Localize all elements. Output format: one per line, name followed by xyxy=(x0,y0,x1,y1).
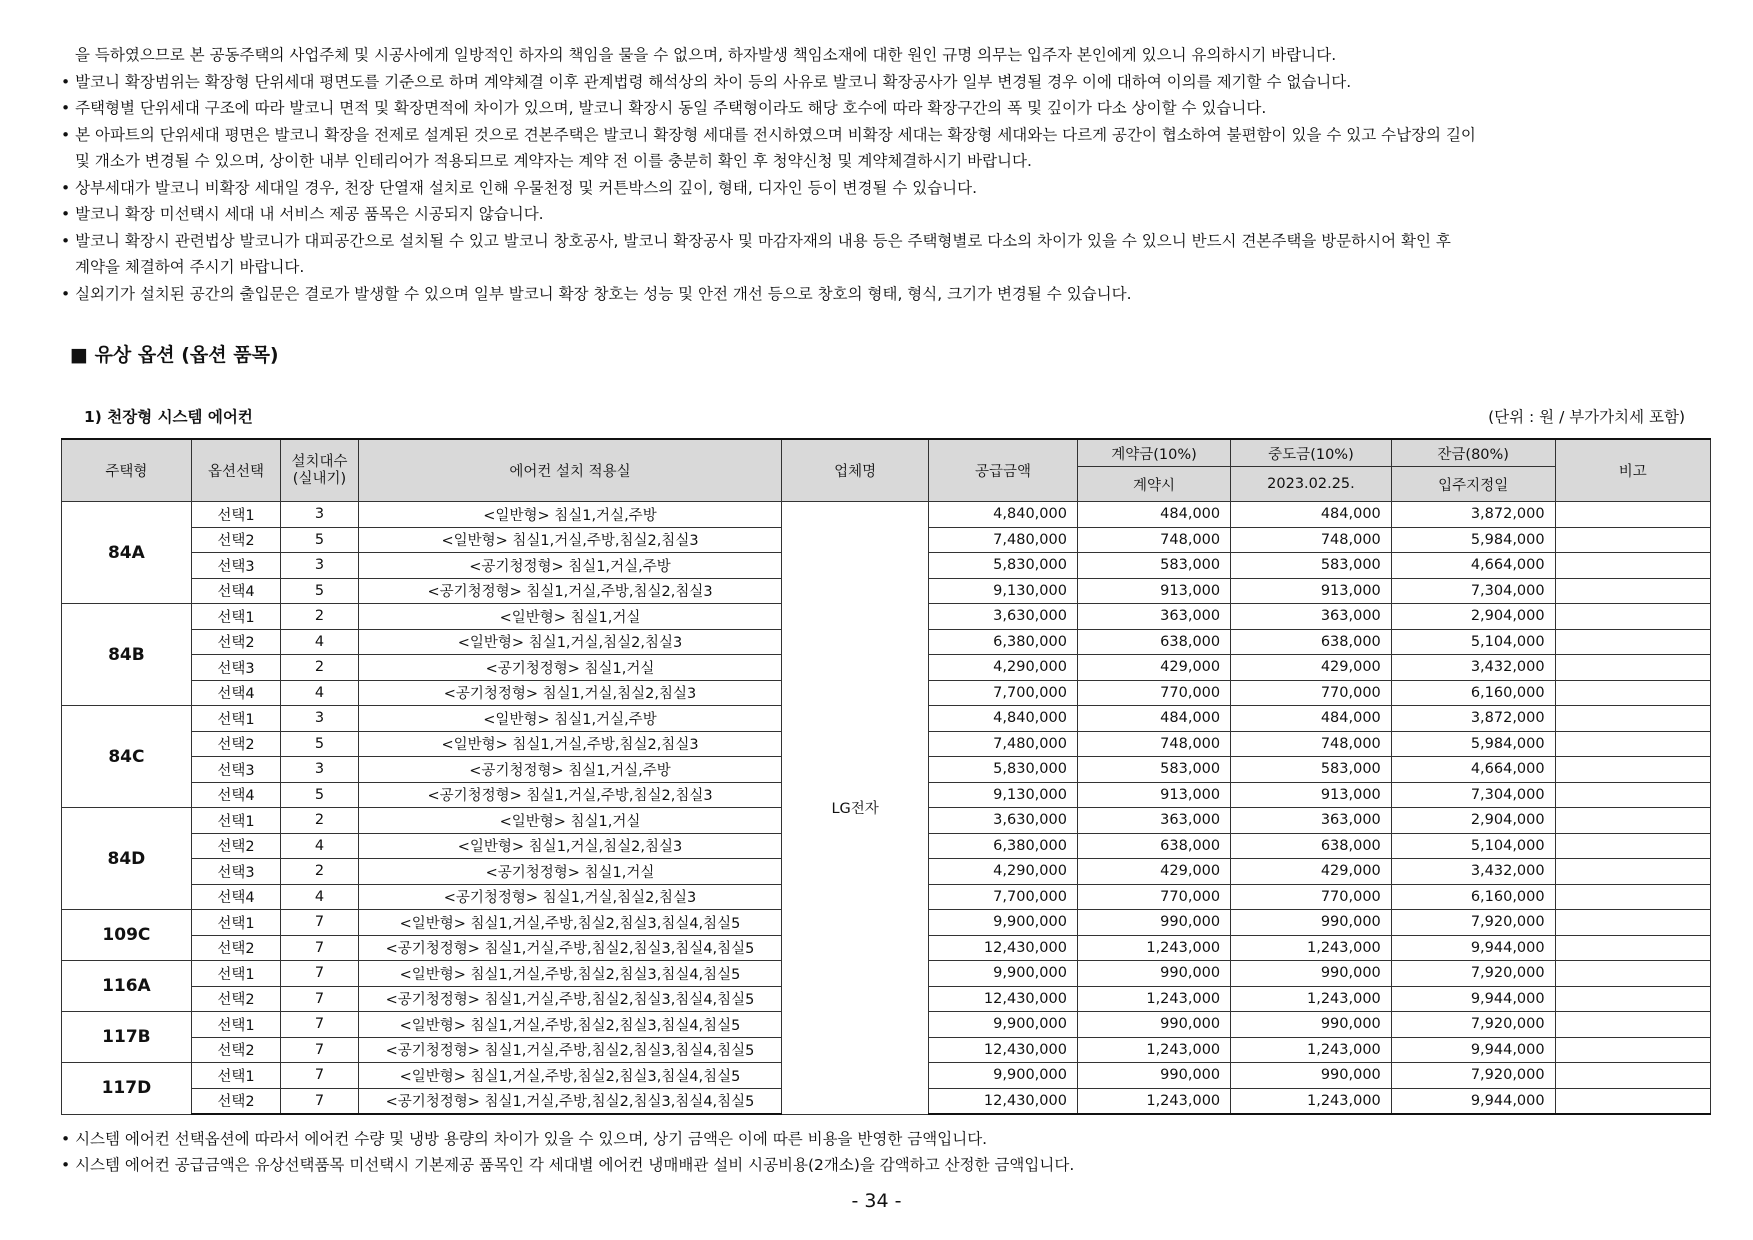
middle-cell: 638,000 xyxy=(1231,833,1392,859)
units-cell: 4 xyxy=(281,680,359,706)
middle-cell: 770,000 xyxy=(1231,884,1392,910)
middle-cell: 770,000 xyxy=(1231,680,1392,706)
rooms-cell: <일반형> 침실1,거실,주방,침실2,침실3 xyxy=(358,527,781,553)
balance-cell: 7,920,000 xyxy=(1391,1012,1555,1038)
note-line: 계약을 체결하여 주시기 바랍니다. xyxy=(75,258,305,276)
supply-cell: 4,840,000 xyxy=(929,502,1078,528)
option-cell: 선택1 xyxy=(191,706,280,732)
table-caption: 1) 천장형 시스템 에어컨 xyxy=(84,408,253,426)
supply-cell: 7,480,000 xyxy=(929,731,1078,757)
remarks-cell xyxy=(1555,808,1710,834)
remarks-cell xyxy=(1555,527,1710,553)
balance-cell: 4,664,000 xyxy=(1391,757,1555,783)
option-cell: 선택2 xyxy=(191,1037,280,1063)
middle-cell: 1,243,000 xyxy=(1231,1088,1392,1114)
units-cell: 4 xyxy=(281,629,359,655)
remarks-cell xyxy=(1555,910,1710,936)
note-line: • 발코니 확장 미선택시 세대 내 서비스 제공 품목은 시공되지 않습니다. xyxy=(61,201,1711,228)
remarks-cell xyxy=(1555,680,1710,706)
balance-cell: 2,904,000 xyxy=(1391,604,1555,630)
header-units xyxy=(281,439,359,502)
rooms-cell: <공기청정형> 침실1,거실,주방,침실2,침실3 xyxy=(358,578,781,604)
balance-cell: 5,104,000 xyxy=(1391,833,1555,859)
header-rooms: 에어컨 설치 적용실 xyxy=(358,439,781,502)
units-cell: 2 xyxy=(281,859,359,885)
middle-cell: 429,000 xyxy=(1231,655,1392,681)
contract-cell: 583,000 xyxy=(1077,757,1230,783)
balance-cell: 2,904,000 xyxy=(1391,808,1555,834)
header-option: 옵션선택 xyxy=(191,439,280,502)
note-line: 및 개소가 변경될 수 있으며, 상이한 내부 인테리어가 적용되므로 계약자는 계약 전 이를 충분히 확인 후 청약신청 및 계약체결하시기 바랍니다. xyxy=(75,152,1032,170)
supply-cell: 4,290,000 xyxy=(929,655,1078,681)
contract-cell: 913,000 xyxy=(1077,782,1230,808)
remarks-cell xyxy=(1555,731,1710,757)
units-cell: 5 xyxy=(281,578,359,604)
contract-cell: 990,000 xyxy=(1077,1063,1230,1089)
header-middle: 중도금(10%) xyxy=(1231,439,1392,467)
rooms-cell: <공기청정형> 침실1,거실,침실2,침실3 xyxy=(358,680,781,706)
contract-cell: 748,000 xyxy=(1077,731,1230,757)
option-cell: 선택2 xyxy=(191,527,280,553)
middle-cell: 990,000 xyxy=(1231,961,1392,987)
rooms-cell: <공기청정형> 침실1,거실,침실2,침실3 xyxy=(358,884,781,910)
rooms-cell: <일반형> 침실1,거실 xyxy=(358,808,781,834)
table-body xyxy=(62,502,1711,1115)
middle-cell: 484,000 xyxy=(1231,706,1392,732)
remarks-cell xyxy=(1555,655,1710,681)
rooms-cell: <일반형> 침실1,거실 xyxy=(358,604,781,630)
middle-cell: 1,243,000 xyxy=(1231,1037,1392,1063)
supply-cell: 7,700,000 xyxy=(929,884,1078,910)
units-cell: 5 xyxy=(281,782,359,808)
footnote: • 시스템 에어컨 공급금액은 유상선택품목 미선택시 기본제공 품목인 각 세대별 에어컨 냉매배관 설비 시공비용(2개소)을 감액하고 산정한 금액입니다. xyxy=(61,1152,1074,1178)
middle-cell: 429,000 xyxy=(1231,859,1392,885)
footnotes xyxy=(61,1126,1074,1178)
supply-cell: 5,830,000 xyxy=(929,757,1078,783)
units-cell: 3 xyxy=(281,502,359,528)
middle-cell: 583,000 xyxy=(1231,553,1392,579)
remarks-cell xyxy=(1555,1063,1710,1089)
contract-cell: 363,000 xyxy=(1077,808,1230,834)
units-cell: 3 xyxy=(281,757,359,783)
contract-cell: 363,000 xyxy=(1077,604,1230,630)
supply-cell: 9,900,000 xyxy=(929,910,1078,936)
balance-cell: 7,304,000 xyxy=(1391,782,1555,808)
option-cell: 선택1 xyxy=(191,961,280,987)
remarks-cell xyxy=(1555,833,1710,859)
units-cell: 2 xyxy=(281,604,359,630)
middle-cell: 748,000 xyxy=(1231,527,1392,553)
header-balance-sub: 입주지정일 xyxy=(1391,467,1555,502)
rooms-cell: <공기청정형> 침실1,거실,주방,침실2,침실3,침실4,침실5 xyxy=(358,935,781,961)
contract-cell: 1,243,000 xyxy=(1077,1037,1230,1063)
rooms-cell: <일반형> 침실1,거실,주방 xyxy=(358,502,781,528)
house-type-cell: 109C xyxy=(62,910,192,961)
middle-cell: 1,243,000 xyxy=(1231,986,1392,1012)
remarks-cell xyxy=(1555,757,1710,783)
units-cell: 7 xyxy=(281,1063,359,1089)
remarks-cell xyxy=(1555,782,1710,808)
contract-cell: 990,000 xyxy=(1077,910,1230,936)
note-line: • 실외기가 설치된 공간의 출입문은 결로가 발생할 수 있으며 일부 발코니 확장 창호는 성능 및 안전 개선 등으로 창호의 형태, 형식, 크기가 변경될 수 있습니다. xyxy=(61,281,1711,308)
contract-cell: 913,000 xyxy=(1077,578,1230,604)
supply-cell: 12,430,000 xyxy=(929,935,1078,961)
remarks-cell xyxy=(1555,884,1710,910)
balance-cell: 9,944,000 xyxy=(1391,1037,1555,1063)
note-line: • 상부세대가 발코니 비확장 세대일 경우, 천장 단열재 설치로 인해 우물천정 및 커튼박스의 깊이, 형태, 디자인 등이 변경될 수 있습니다. xyxy=(61,175,1711,202)
balance-cell: 7,920,000 xyxy=(1391,1063,1555,1089)
header-middle-sub: 2023.02.25. xyxy=(1231,467,1392,502)
header-contract-sub: 계약시 xyxy=(1077,467,1230,502)
house-type-cell: 117B xyxy=(62,1012,192,1063)
header-supply: 공급금액 xyxy=(929,439,1078,502)
contract-cell: 770,000 xyxy=(1077,680,1230,706)
units-cell: 7 xyxy=(281,961,359,987)
supply-cell: 12,430,000 xyxy=(929,986,1078,1012)
balance-cell: 9,944,000 xyxy=(1391,986,1555,1012)
rooms-cell: <일반형> 침실1,거실,주방,침실2,침실3,침실4,침실5 xyxy=(358,961,781,987)
remarks-cell xyxy=(1555,629,1710,655)
contract-cell: 429,000 xyxy=(1077,859,1230,885)
option-cell: 선택4 xyxy=(191,680,280,706)
middle-cell: 583,000 xyxy=(1231,757,1392,783)
option-cell: 선택2 xyxy=(191,833,280,859)
house-type-cell: 116A xyxy=(62,961,192,1012)
supply-cell: 9,900,000 xyxy=(929,1012,1078,1038)
contract-cell: 1,243,000 xyxy=(1077,986,1230,1012)
house-type-cell: 84A xyxy=(62,502,192,604)
middle-cell: 1,243,000 xyxy=(1231,935,1392,961)
house-type-cell: 117D xyxy=(62,1063,192,1115)
supply-cell: 12,430,000 xyxy=(929,1037,1078,1063)
units-cell: 3 xyxy=(281,706,359,732)
rooms-cell: <일반형> 침실1,거실,주방 xyxy=(358,706,781,732)
section-title: ■ 유상 옵션 (옵션 품목) xyxy=(70,344,279,366)
supply-cell: 6,380,000 xyxy=(929,833,1078,859)
units-cell: 7 xyxy=(281,1088,359,1114)
contract-cell: 484,000 xyxy=(1077,706,1230,732)
contract-cell: 770,000 xyxy=(1077,884,1230,910)
note-line: • 주택형별 단위세대 구조에 따라 발코니 면적 및 확장면적에 차이가 있으며, 발코니 확장시 동일 주택형이라도 해당 호수에 따라 확장구간의 폭 및 깊이가 다소 상이할 수 있습니다. xyxy=(61,95,1711,122)
units-cell: 4 xyxy=(281,884,359,910)
note-line: • 본 아파트의 단위세대 평면은 발코니 확장을 전제로 설계된 것으로 견본주택은 발코니 확장형 세대를 전시하였으며 비확장 세대는 확장형 세대와는 다르게 공간이 협소하여 불편함이 있을 수 있고 수납장의 길이 xyxy=(61,122,1711,149)
balance-cell: 5,984,000 xyxy=(1391,731,1555,757)
contract-cell: 1,243,000 xyxy=(1077,935,1230,961)
middle-cell: 990,000 xyxy=(1231,910,1392,936)
supply-cell: 12,430,000 xyxy=(929,1088,1078,1114)
house-type-cell: 84C xyxy=(62,706,192,808)
units-cell: 7 xyxy=(281,1037,359,1063)
supply-cell: 3,630,000 xyxy=(929,604,1078,630)
notes-section xyxy=(61,42,1711,307)
middle-cell: 638,000 xyxy=(1231,629,1392,655)
balance-cell: 3,432,000 xyxy=(1391,859,1555,885)
contract-cell: 1,243,000 xyxy=(1077,1088,1230,1114)
option-cell: 선택2 xyxy=(191,1088,280,1114)
supply-cell: 3,630,000 xyxy=(929,808,1078,834)
units-cell: 2 xyxy=(281,655,359,681)
units-cell: 4 xyxy=(281,833,359,859)
option-cell: 선택3 xyxy=(191,553,280,579)
supply-cell: 7,480,000 xyxy=(929,527,1078,553)
rooms-cell: <일반형> 침실1,거실,주방,침실2,침실3,침실4,침실5 xyxy=(358,910,781,936)
middle-cell: 990,000 xyxy=(1231,1063,1392,1089)
units-cell: 3 xyxy=(281,553,359,579)
units-cell: 7 xyxy=(281,986,359,1012)
option-cell: 선택4 xyxy=(191,884,280,910)
units-cell: 7 xyxy=(281,910,359,936)
rooms-cell: <공기청정형> 침실1,거실,주방,침실2,침실3 xyxy=(358,782,781,808)
middle-cell: 363,000 xyxy=(1231,808,1392,834)
units-cell: 5 xyxy=(281,731,359,757)
rooms-cell: <일반형> 침실1,거실,침실2,침실3 xyxy=(358,629,781,655)
remarks-cell xyxy=(1555,935,1710,961)
footnote: • 시스템 에어컨 선택옵션에 따라서 에어컨 수량 및 냉방 용량의 차이가 있을 수 있으며, 상기 금액은 이에 따른 비용을 반영한 금액입니다. xyxy=(61,1126,1074,1152)
contract-cell: 484,000 xyxy=(1077,502,1230,528)
remarks-cell xyxy=(1555,578,1710,604)
middle-cell: 748,000 xyxy=(1231,731,1392,757)
remarks-cell xyxy=(1555,706,1710,732)
rooms-cell: <공기청정형> 침실1,거실,주방,침실2,침실3,침실4,침실5 xyxy=(358,1037,781,1063)
contract-cell: 990,000 xyxy=(1077,1012,1230,1038)
remarks-cell xyxy=(1555,961,1710,987)
units-cell: 7 xyxy=(281,1012,359,1038)
supply-cell: 6,380,000 xyxy=(929,629,1078,655)
balance-cell: 7,304,000 xyxy=(1391,578,1555,604)
balance-cell: 6,160,000 xyxy=(1391,680,1555,706)
remarks-cell xyxy=(1555,986,1710,1012)
remarks-cell xyxy=(1555,553,1710,579)
remarks-cell xyxy=(1555,1012,1710,1038)
balance-cell: 7,920,000 xyxy=(1391,910,1555,936)
units-cell: 5 xyxy=(281,527,359,553)
option-cell: 선택2 xyxy=(191,986,280,1012)
unit-note: (단위 : 원 / 부가가치세 포함) xyxy=(1488,408,1685,426)
header-contract: 계약금(10%) xyxy=(1077,439,1230,467)
balance-cell: 9,944,000 xyxy=(1391,935,1555,961)
rooms-cell: <공기청정형> 침실1,거실,주방,침실2,침실3,침실4,침실5 xyxy=(358,986,781,1012)
middle-cell: 484,000 xyxy=(1231,502,1392,528)
supply-cell: 5,830,000 xyxy=(929,553,1078,579)
supply-cell: 9,900,000 xyxy=(929,961,1078,987)
supply-cell: 9,130,000 xyxy=(929,578,1078,604)
contract-cell: 990,000 xyxy=(1077,961,1230,987)
middle-cell: 990,000 xyxy=(1231,1012,1392,1038)
header-house-type: 주택형 xyxy=(62,439,192,502)
house-type-cell: 84D xyxy=(62,808,192,910)
option-cell: 선택3 xyxy=(191,655,280,681)
rooms-cell: <공기청정형> 침실1,거실,주방,침실2,침실3,침실4,침실5 xyxy=(358,1088,781,1114)
remarks-cell xyxy=(1555,1088,1710,1114)
option-cell: 선택2 xyxy=(191,731,280,757)
house-type-cell: 84B xyxy=(62,604,192,706)
option-cell: 선택4 xyxy=(191,782,280,808)
supply-cell: 4,290,000 xyxy=(929,859,1078,885)
header-vendor: 업체명 xyxy=(782,439,929,502)
contract-cell: 583,000 xyxy=(1077,553,1230,579)
rooms-cell: <공기청정형> 침실1,거실 xyxy=(358,655,781,681)
option-cell: 선택1 xyxy=(191,502,280,528)
balance-cell: 9,944,000 xyxy=(1391,1088,1555,1114)
balance-cell: 3,872,000 xyxy=(1391,502,1555,528)
contract-cell: 638,000 xyxy=(1077,629,1230,655)
middle-cell: 913,000 xyxy=(1231,782,1392,808)
rooms-cell: <공기청정형> 침실1,거실,주방 xyxy=(358,553,781,579)
contract-cell: 748,000 xyxy=(1077,527,1230,553)
remarks-cell xyxy=(1555,859,1710,885)
remarks-cell xyxy=(1555,1037,1710,1063)
balance-cell: 3,432,000 xyxy=(1391,655,1555,681)
header-remarks: 비고 xyxy=(1555,439,1710,502)
balance-cell: 7,920,000 xyxy=(1391,961,1555,987)
remarks-cell xyxy=(1555,502,1710,528)
option-cell: 선택3 xyxy=(191,757,280,783)
option-cell: 선택1 xyxy=(191,1012,280,1038)
table-row xyxy=(62,502,1711,528)
units-cell: 7 xyxy=(281,935,359,961)
supply-cell: 9,130,000 xyxy=(929,782,1078,808)
rooms-cell: <일반형> 침실1,거실,주방,침실2,침실3,침실4,침실5 xyxy=(358,1063,781,1089)
balance-cell: 6,160,000 xyxy=(1391,884,1555,910)
option-cell: 선택1 xyxy=(191,910,280,936)
balance-cell: 5,104,000 xyxy=(1391,629,1555,655)
option-cell: 선택4 xyxy=(191,578,280,604)
header-balance: 잔금(80%) xyxy=(1391,439,1555,467)
header-units-text: 설치대수 (실내기) xyxy=(291,453,348,487)
rooms-cell: <공기청정형> 침실1,거실 xyxy=(358,859,781,885)
note-line: • 발코니 확장시 관련법상 발코니가 대피공간으로 설치될 수 있고 발코니 창호공사, 발코니 확장공사 및 마감자재의 내용 등은 주택형별로 다소의 차이가 있을 수 있으니 반드시 견본주택을 방문하시어 확인 후 xyxy=(61,228,1711,255)
contract-cell: 429,000 xyxy=(1077,655,1230,681)
rooms-cell: <일반형> 침실1,거실,주방,침실2,침실3,침실4,침실5 xyxy=(358,1012,781,1038)
option-cell: 선택1 xyxy=(191,808,280,834)
vendor-cell: LG전자 xyxy=(782,502,929,1115)
page-number: - 34 - xyxy=(851,1190,902,1212)
rooms-cell: <공기청정형> 침실1,거실,주방 xyxy=(358,757,781,783)
option-cell: 선택1 xyxy=(191,1063,280,1089)
note-line: 을 득하였으므로 본 공동주택의 사업주체 및 시공사에게 일방적인 하자의 책임을 물을 수 없으며, 하자발생 책임소재에 대한 원인 규명 의무는 입주자 본인에게 있으니 유의하시기 바랍니다. xyxy=(75,46,1337,64)
option-cell: 선택2 xyxy=(191,629,280,655)
remarks-cell xyxy=(1555,604,1710,630)
option-cell: 선택3 xyxy=(191,859,280,885)
supply-cell: 7,700,000 xyxy=(929,680,1078,706)
balance-cell: 3,872,000 xyxy=(1391,706,1555,732)
middle-cell: 913,000 xyxy=(1231,578,1392,604)
supply-cell: 4,840,000 xyxy=(929,706,1078,732)
units-cell: 2 xyxy=(281,808,359,834)
balance-cell: 4,664,000 xyxy=(1391,553,1555,579)
aircon-option-table xyxy=(61,438,1711,1115)
contract-cell: 638,000 xyxy=(1077,833,1230,859)
rooms-cell: <일반형> 침실1,거실,주방,침실2,침실3 xyxy=(358,731,781,757)
option-cell: 선택1 xyxy=(191,604,280,630)
note-line: • 발코니 확장범위는 확장형 단위세대 평면도를 기준으로 하며 계약체결 이후 관계법령 해석상의 차이 등의 사유로 발코니 확장공사가 일부 변경될 경우 이에 대하여 이의를 제기할 수 없습니다. xyxy=(61,69,1711,96)
supply-cell: 9,900,000 xyxy=(929,1063,1078,1089)
balance-cell: 5,984,000 xyxy=(1391,527,1555,553)
middle-cell: 363,000 xyxy=(1231,604,1392,630)
option-cell: 선택2 xyxy=(191,935,280,961)
rooms-cell: <일반형> 침실1,거실,침실2,침실3 xyxy=(358,833,781,859)
